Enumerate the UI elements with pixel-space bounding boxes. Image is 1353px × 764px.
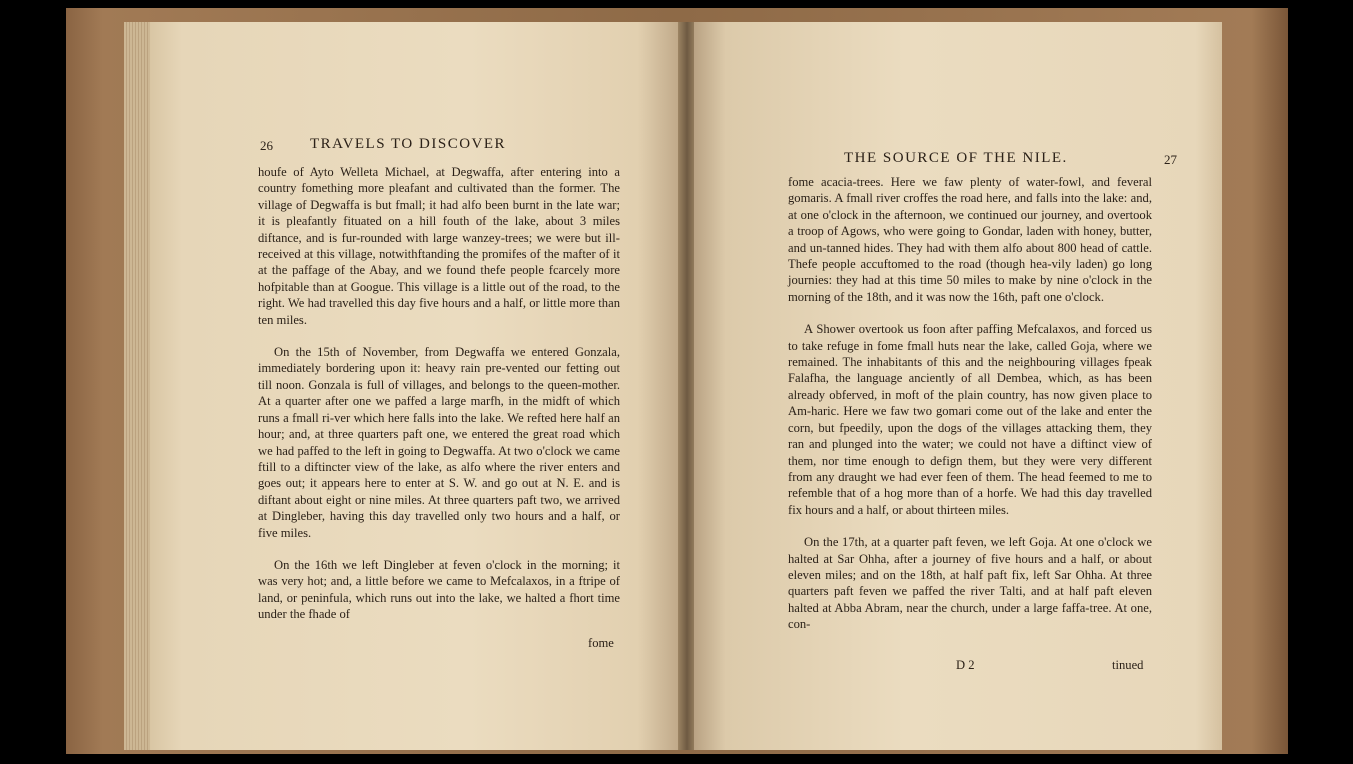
paragraph: fome acacia-trees. Here we faw plenty of water-fowl, and feveral gomaris. A fmall river croffes the road here, and falls into the lake: and, at one o'clock in the afternoon, we continued our journey, and overtook a troop of Agows, who were going to Gondar, laden with honey, butter, and un-tanned hides. They had with them alfo about 800 head of cattle. Thefe people accuftomed to the road (though hea-vily laden) go long journies: they had at this time 50 miles to make by nine o'clock in the morning of the 18th, and it was now the 16th, paft one o'clock. xyxy=(788,175,1152,304)
signature-mark: D 2 xyxy=(956,658,975,672)
running-head: THE SOURCE OF THE NILE. xyxy=(844,150,1068,166)
paragraph: On the 15th of November, from Degwaffa we entered Gonzala, immediately bordering upon it: heavy rain pre-vented our fetting out till noon. Gonzala is full of villages, and belongs to the queen-mother. At a quarter after one we paffed a large marfh, in the midft of which runs a fmall ri-ver which here falls into the lake. We refted here half an hour; and, at three quarters paft one, we entered the great road which we had paffed to the left in going to Degwaffa. At two o'clock we came ftill to a diftincter view of the lake, as alfo where the river enters and goes out; it appears here to enter at S. W. and go out at N. E. and is diftant about eight or nine miles. At three quarters paft two, we arrived at Dingleber, having this day travelled only two hours and a half, or five miles. xyxy=(258,345,620,540)
catchword: tinued xyxy=(1112,658,1144,672)
catchword: fome xyxy=(588,636,614,650)
paragraph: On the 17th, at a quarter paft feven, we left Goja. At one o'clock we halted at Sar Ohha, after a journey of five hours and a half, or about eleven miles; and on the 18th, at half paft fix, left Sar Ohha. At three quarters paft feven we paffed the river Talti, and at half paft eleven halted at Abba Abram, near the church, under a large faffa-tree. At one, con- xyxy=(788,535,1152,632)
body-text xyxy=(258,164,620,639)
paragraph: A Shower overtook us foon after paffing Mefcalaxos, and forced us to take refuge in fome fmall huts near the lake, called Goja, where we remained. The inhabitants of this and the neighbouring villages fpeak Falafha, the language anciently of all Dembea, which, as has been already obferved, in moft of the plain country, has now given place to Am-haric. Here we faw two gomari come out of the lake and enter the corn, but fpeedily, upon the dogs of the villages attacking them, they ran and plunged into the water; we could not have a diftinct view of them, nor time enough to defign them, but they were very different from any draught we had ever feen of them. The head feemed to me to refemble that of a hog more than of a horfe. We had this day travelled fix hours and a half, or about thirteen miles. xyxy=(788,322,1152,517)
paragraph: On the 16th we left Dingleber at feven o'clock in the morning; it was very hot; and, a little before we came to Mefcalaxos, in a ftripe of land, or peninfula, which runs out into the lake, we halted a fhort time under the fhade of xyxy=(258,557,620,622)
running-head: TRAVELS TO DISCOVER xyxy=(310,136,507,152)
right-page xyxy=(694,22,1222,750)
page-number: 27 xyxy=(1164,152,1177,167)
body-text xyxy=(788,174,1152,649)
page-number: 26 xyxy=(260,138,273,153)
left-page xyxy=(150,22,680,750)
page-edges xyxy=(124,22,150,750)
paragraph: houfe of Ayto Welleta Michael, at Degwaffa, after entering into a country fomething more pleafant and cultivated than the former. The village of Degwaffa is but fmall; it had alfo been burnt in the late war; it is pleafantly fituated on a hill fouth of the lake, about 3 miles diftance, and is fur-rounded with large wanzey-trees; we were but ill-received at this village, notwithftanding the promifes of the mafter of it at the paffage of the Abay, and we found thefe people fcarcely more hofpitable than at Googue. This village is a little out of the road, to the right. We had travelled this day five hours and a half, or little more than ten miles. xyxy=(258,165,620,327)
book-spread xyxy=(66,8,1288,754)
